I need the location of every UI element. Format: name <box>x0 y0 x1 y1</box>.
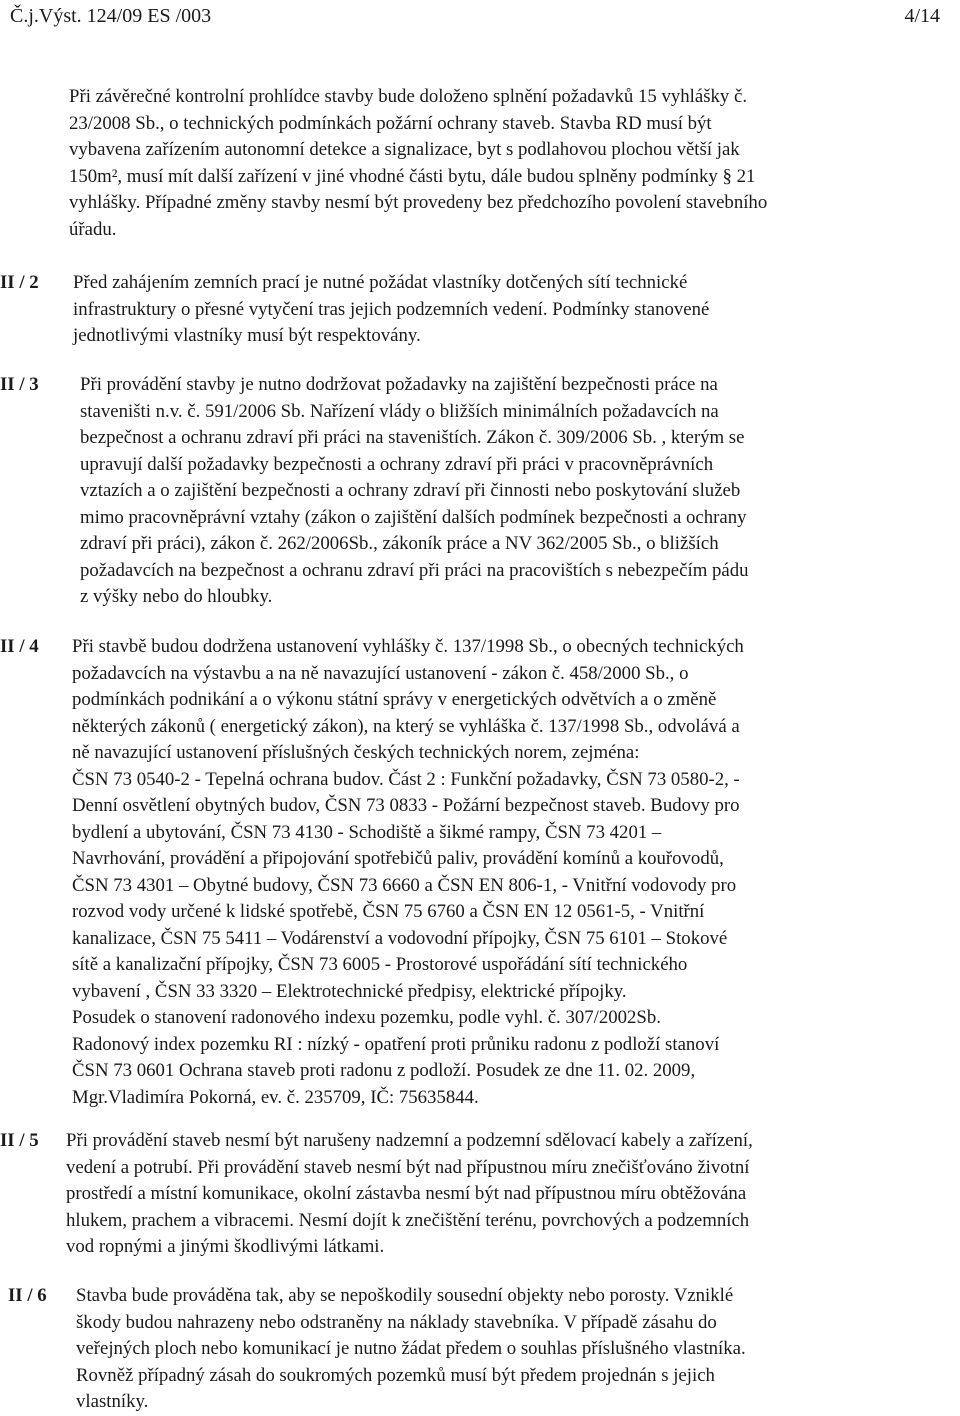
text-line: požadavcích na bezpečnost a ochranu zdraví při práci na pracovištích s nebezpečím pádu <box>80 559 749 581</box>
text-line: 150m², musí mít další zařízení v jiné vhodné části bytu, dále budou splněny podmínky § 21 <box>69 165 756 187</box>
text-line: ně navazující ustanovení příslušných českých technických norem, zejména: <box>72 742 640 763</box>
text-line: Denní osvětlení obytných budov, ČSN 73 0833 - Požární bezpečnost staveb. Budovy pro <box>72 795 740 816</box>
text-line: vztazích a o zajištění bezpečnosti a ochrany zdraví při činnosti nebo poskytování služeb <box>80 480 741 501</box>
text-line: prostředí a místní komunikace, okolní zástavba nesmí být nad přípustnou míru obtěžována <box>66 1183 747 1204</box>
text-line: Radonový index pozemku RI : nízký - opatření proti průniku radonu z podloží stanoví <box>72 1033 720 1055</box>
text-line: Rovněž případný zásah do soukromých pozemků musí být předem projednán s jejich <box>76 1364 715 1386</box>
text-line: vybavení , ČSN 33 3320 – Elektrotechnické předpisy, elektrické přípojky. <box>72 980 627 1002</box>
text-line: ČSN 73 0540-2 - Tepelná ochrana budov. Část 2 : Funkční požadavky, ČSN 73 0580-2, - <box>72 768 740 790</box>
text-line: Při provádění stavby je nutno dodržovat požadavky na zajištění bezpečnosti práce na <box>80 374 718 395</box>
section-text <box>76 1283 746 1416</box>
text-line: infrastruktury o přesné vytyčení tras jejich podzemních vedení. Podmínky stanovené <box>73 298 710 320</box>
text-line: vod ropnými a jinými škodlivými látkami. <box>66 1236 385 1257</box>
text-line: Při provádění staveb nesmí být narušeny nadzemní a podzemní sdělovací kabely a zařízení, <box>66 1130 753 1151</box>
document-reference: Č.j.Výst. 124/09 ES /003 <box>10 5 212 27</box>
text-line: bydlení a ubytování, ČSN 73 4130 - Schodiště a šikmé rampy, ČSN 73 4201 – <box>72 821 662 843</box>
section-text <box>73 270 709 350</box>
section-text <box>69 84 767 243</box>
text-line: ČSN 73 0601 Ochrana staveb proti radonu z podloží. Posudek ze dne 11. 02. 2009, <box>72 1060 696 1081</box>
text-line: staveništi n.v. č. 591/2006 Sb. Nařízení vlády o bližších minimálních požadavcích na <box>80 400 719 422</box>
text-line: veřejných ploch nebo komunikací je nutno žádat předem o souhlas příslušného vlastníka. <box>76 1338 746 1359</box>
text-line: vyhlášky. Případné změny stavby nesmí být provedeny bez předchozího povolení stavebního <box>69 192 768 213</box>
text-line: Před zahájením zemních prací je nutné požádat vlastníky dotčených sítí technické <box>73 272 688 293</box>
text-line: Navrhování, provádění a připojování spotřebičů paliv, provádění komínů a kouřovodů, <box>72 848 724 869</box>
text-line: upravují další požadavky bezpečnosti a ochrany zdraví při práci v pracovněprávních <box>80 453 714 475</box>
text-line: škody budou nahrazeny nebo odstraněny na náklady stavebníka. V případě zásahu do <box>76 1311 717 1333</box>
text-line: zdraví při práci), zákon č. 262/2006Sb., zákoník práce a NV 362/2005 Sb., o bližších <box>80 533 719 554</box>
section-label: II / 3 <box>0 374 39 395</box>
section-text <box>72 634 744 1111</box>
section-text <box>66 1128 753 1261</box>
section-label: II / 6 <box>8 1285 47 1306</box>
section-label: II / 2 <box>0 272 39 293</box>
text-line: sítě a kanalizační přípojky, ČSN 73 6005 - Prostorové uspořádání sítí technického <box>72 954 688 975</box>
text-line: z výšky nebo do hloubky. <box>80 586 273 607</box>
section-label: II / 5 <box>0 1130 39 1151</box>
text-line: bezpečnost a ochranu zdraví při práci na staveništích. Zákon č. 309/2006 Sb. , kterým se <box>80 427 745 448</box>
text-line: kanalizace, ČSN 75 5411 – Vodárenství a vodovodní přípojky, ČSN 75 6101 – Stokové <box>72 927 728 949</box>
text-line: požadavcích na výstavbu a na ně navazující ustanovení - zákon č. 458/2000 Sb., o <box>72 662 689 684</box>
text-line: mimo pracovněprávní vztahy (zákon o zajištění dalších podmínek bezpečnosti a ochrany <box>80 506 747 528</box>
section-text <box>80 372 749 611</box>
text-line: Stavba bude prováděna tak, aby se nepoškodily sousední objekty nebo porosty. Vzniklé <box>76 1285 734 1306</box>
text-line: hlukem, prachem a vibracemi. Nesmí dojít k znečištění terénu, povrchových a podzemních <box>66 1209 750 1231</box>
page-number: 4/14 <box>904 5 940 27</box>
text-line: vlastníky. <box>76 1391 149 1412</box>
text-line: některých zákonů ( energetický zákon), na který se vyhláška č. 137/1998 Sb., odvolává a <box>72 715 740 737</box>
text-line: vedení a potrubí. Při provádění staveb nesmí být nad přípustnou míru znečišťováno životní <box>66 1156 750 1178</box>
section-label: II / 4 <box>0 636 39 657</box>
text-line: ČSN 73 4301 – Obytné budovy, ČSN 73 6660 a ČSN EN 806-1, - Vnitřní vodovody pro <box>72 874 737 896</box>
text-line: úřadu. <box>69 218 117 240</box>
text-line: jednotlivými vlastníky musí být respektovány. <box>73 325 421 346</box>
text-line: rozvod vody určené k lidské spotřebě, ČSN 75 6760 a ČSN EN 12 0561-5, - Vnitřní <box>72 901 705 922</box>
text-line: Posudek o stanovení radonového indexu pozemku, podle vyhl. č. 307/2002Sb. <box>72 1007 661 1028</box>
text-line: podmínkách podnikání a o výkonu státní správy v energetických odvětvích a o změně <box>72 689 717 710</box>
text-line: Při stavbě budou dodržena ustanovení vyhlášky č. 137/1998 Sb., o obecných technických <box>72 636 744 657</box>
text-line: Při závěrečné kontrolní prohlídce stavby bude doloženo splnění požadavků 15 vyhlášky č. <box>69 86 748 107</box>
text-line: 23/2008 Sb., o technických podmínkách požární ochrany staveb. Stavba RD musí být <box>69 112 712 134</box>
text-line: vybavena zařízením autonomní detekce a signalizace, byt s podlahovou plochou větší jak <box>69 139 740 160</box>
text-line: Mgr.Vladimíra Pokorná, ev. č. 235709, IČ: 75635844. <box>72 1086 479 1108</box>
